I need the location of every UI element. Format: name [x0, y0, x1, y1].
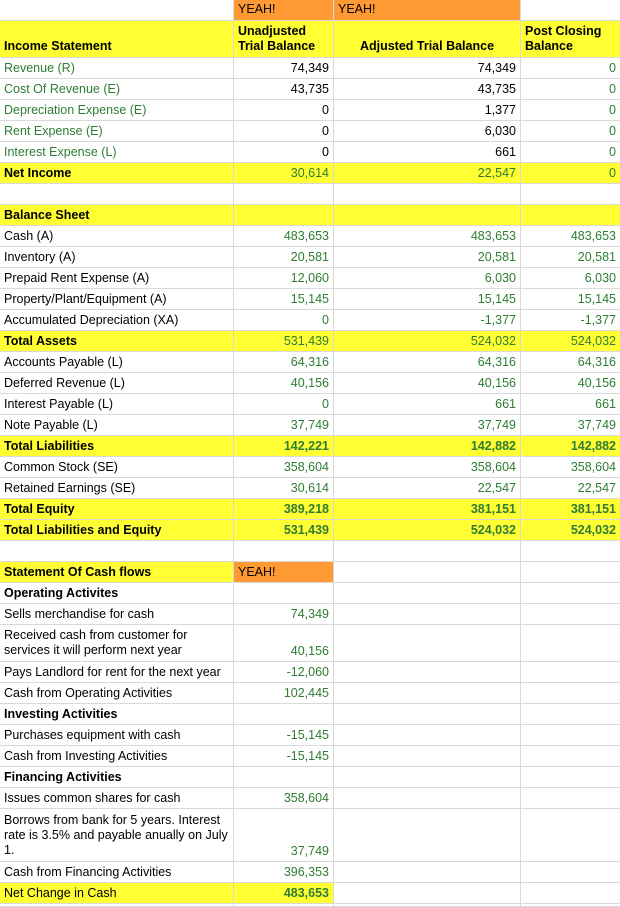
label-common-stock[interactable]: Common Stock (SE): [0, 457, 234, 478]
value-adjusted[interactable]: 142,882: [334, 436, 521, 457]
value-post-closing[interactable]: 20,581: [521, 247, 620, 268]
value-cashflow[interactable]: 37,749: [234, 809, 334, 862]
value-cashflow[interactable]: -12,060: [234, 662, 334, 683]
value-cashflow[interactable]: 483,653: [234, 883, 334, 904]
row-borrow: [0, 809, 620, 862]
cell-blank[interactable]: [521, 767, 620, 788]
value-adjusted[interactable]: 22,547: [334, 163, 521, 184]
value-cashflow[interactable]: 102,445: [234, 683, 334, 704]
investing-activities-heading[interactable]: Investing Activities: [0, 704, 234, 725]
col-unadjusted[interactable]: Unadjusted Trial Balance: [234, 21, 334, 58]
value-adjusted[interactable]: 6,030: [334, 121, 521, 142]
value-adjusted[interactable]: 40,156: [334, 373, 521, 394]
label-prepaid[interactable]: Prepaid Rent Expense (A): [0, 268, 234, 289]
label-interest[interactable]: Interest Expense (L): [0, 142, 234, 163]
label-accounts-payable[interactable]: Accounts Payable (L): [0, 352, 234, 373]
value-post-closing[interactable]: 358,604: [521, 457, 620, 478]
label-issues-shares[interactable]: Issues common shares for cash: [0, 788, 234, 809]
cell-blank[interactable]: [334, 788, 521, 809]
row-interest-payable: [0, 394, 620, 415]
label-sells-merchandise[interactable]: Sells merchandise for cash: [0, 604, 234, 625]
cell-blank[interactable]: [334, 862, 521, 883]
value-unadjusted[interactable]: 0: [234, 142, 334, 163]
row-inventory: [0, 247, 620, 268]
cell-blank[interactable]: [334, 883, 521, 904]
header-columns-row: [0, 21, 620, 58]
value-adjusted[interactable]: 524,032: [334, 331, 521, 352]
value-unadjusted[interactable]: 43,735: [234, 79, 334, 100]
cell-blank[interactable]: [334, 809, 521, 862]
value-unadjusted[interactable]: 0: [234, 310, 334, 331]
value-post-closing[interactable]: 0: [521, 79, 620, 100]
value-post-closing[interactable]: 483,653: [521, 226, 620, 247]
value-post-closing[interactable]: 37,749: [521, 415, 620, 436]
cell-blank[interactable]: [521, 541, 620, 562]
cell-blank[interactable]: [234, 205, 334, 226]
label-borrows-from-bank[interactable]: Borrows from bank for 5 years. Interest rate is 3.5% and payable anually on July 1.: [0, 809, 234, 862]
cell-blank[interactable]: [521, 809, 620, 862]
row-total-liabilities-equity: [0, 520, 620, 541]
row-received: [0, 625, 620, 662]
cell-blank[interactable]: [521, 0, 620, 21]
row-financing: [0, 767, 620, 788]
label-cash[interactable]: Cash (A): [0, 226, 234, 247]
col-adjusted[interactable]: Adjusted Trial Balance: [334, 21, 521, 58]
label-received-cash[interactable]: Received cash from customer for services it will perform next year: [0, 625, 234, 662]
cell-blank[interactable]: [334, 725, 521, 746]
cell-blank[interactable]: [521, 604, 620, 625]
row-landlord: [0, 662, 620, 683]
row-operating: [0, 583, 620, 604]
value-unadjusted[interactable]: 37,749: [234, 415, 334, 436]
value-unadjusted[interactable]: 358,604: [234, 457, 334, 478]
label-depreciation[interactable]: Depreciation Expense (E): [0, 100, 234, 121]
value-post-closing[interactable]: 524,032: [521, 331, 620, 352]
label-total-liabilities-equity[interactable]: Total Liabilities and Equity: [0, 520, 234, 541]
value-adjusted[interactable]: 381,151: [334, 499, 521, 520]
row-cogs: [0, 79, 620, 100]
cell-blank[interactable]: [334, 583, 521, 604]
value-unadjusted[interactable]: 12,060: [234, 268, 334, 289]
cell-blank[interactable]: [521, 184, 620, 205]
row-revenue: [0, 58, 620, 79]
cell-blank[interactable]: [521, 746, 620, 767]
value-unadjusted[interactable]: 531,439: [234, 331, 334, 352]
label-revenue[interactable]: Revenue (R): [0, 58, 234, 79]
value-post-closing[interactable]: 15,145: [521, 289, 620, 310]
row-balance-title: [0, 205, 620, 226]
col-post-closing[interactable]: Post Closing Balance: [521, 21, 620, 58]
row-ppe: [0, 289, 620, 310]
label-net-change-cash[interactable]: Net Change in Cash: [0, 883, 234, 904]
cell-blank[interactable]: [334, 704, 521, 725]
cell-blank[interactable]: [521, 205, 620, 226]
value-unadjusted[interactable]: 531,439: [234, 520, 334, 541]
label-ppe[interactable]: Property/Plant/Equipment (A): [0, 289, 234, 310]
value-adjusted[interactable]: 20,581: [334, 247, 521, 268]
row-cff: [0, 862, 620, 883]
financing-activities-heading[interactable]: Financing Activities: [0, 767, 234, 788]
value-post-closing[interactable]: 381,151: [521, 499, 620, 520]
value-unadjusted[interactable]: 142,221: [234, 436, 334, 457]
label-rent[interactable]: Rent Expense (E): [0, 121, 234, 142]
value-adjusted[interactable]: 74,349: [334, 58, 521, 79]
row-shares: [0, 788, 620, 809]
row-depreciation: [0, 100, 620, 121]
yeah-tag-1[interactable]: YEAH!: [234, 0, 334, 21]
value-adjusted[interactable]: -1,377: [334, 310, 521, 331]
value-adjusted[interactable]: 661: [334, 394, 521, 415]
value-unadjusted[interactable]: 0: [234, 394, 334, 415]
cell-blank[interactable]: [0, 0, 234, 21]
value-cashflow[interactable]: -15,145: [234, 725, 334, 746]
row-total-equity: [0, 499, 620, 520]
row-interest: [0, 142, 620, 163]
value-unadjusted[interactable]: 0: [234, 121, 334, 142]
value-unadjusted[interactable]: 389,218: [234, 499, 334, 520]
label-inventory[interactable]: Inventory (A): [0, 247, 234, 268]
value-unadjusted[interactable]: 483,653: [234, 226, 334, 247]
value-post-closing[interactable]: 661: [521, 394, 620, 415]
cell-blank[interactable]: [521, 683, 620, 704]
cell-blank[interactable]: [334, 625, 521, 662]
row-prepaid: [0, 268, 620, 289]
value-cashflow[interactable]: 396,353: [234, 862, 334, 883]
cell-blank[interactable]: [234, 583, 334, 604]
value-post-closing[interactable]: 0: [521, 58, 620, 79]
row-note-payable: [0, 415, 620, 436]
cell-blank[interactable]: [334, 184, 521, 205]
cell-blank[interactable]: [334, 662, 521, 683]
row-empty: [0, 541, 620, 562]
cell-blank[interactable]: [521, 625, 620, 662]
row-accounts-payable: [0, 352, 620, 373]
value-post-closing[interactable]: 0: [521, 100, 620, 121]
label-cogs[interactable]: Cost Of Revenue (E): [0, 79, 234, 100]
value-post-closing[interactable]: 0: [521, 163, 620, 184]
operating-activities-heading[interactable]: Operating Activites: [0, 583, 234, 604]
row-net-change: [0, 883, 620, 904]
value-adjusted[interactable]: 43,735: [334, 79, 521, 100]
value-unadjusted[interactable]: 15,145: [234, 289, 334, 310]
value-adjusted[interactable]: 15,145: [334, 289, 521, 310]
value-cashflow[interactable]: 74,349: [234, 604, 334, 625]
row-retained-earnings: [0, 478, 620, 499]
row-rent: [0, 121, 620, 142]
row-investing: [0, 704, 620, 725]
cell-blank[interactable]: [521, 583, 620, 604]
value-post-closing[interactable]: 142,882: [521, 436, 620, 457]
cell-blank[interactable]: [334, 746, 521, 767]
value-adjusted[interactable]: 524,032: [334, 520, 521, 541]
yeah-tag-3[interactable]: YEAH!: [234, 562, 334, 583]
row-total-assets: [0, 331, 620, 352]
cell-blank[interactable]: [334, 767, 521, 788]
value-unadjusted[interactable]: 0: [234, 100, 334, 121]
value-adjusted[interactable]: 64,316: [334, 352, 521, 373]
balance-sheet-title[interactable]: Balance Sheet: [0, 205, 234, 226]
cell-blank[interactable]: [334, 683, 521, 704]
row-equipment: [0, 725, 620, 746]
value-post-closing[interactable]: 6,030: [521, 268, 620, 289]
cell-blank[interactable]: [234, 184, 334, 205]
cell-blank[interactable]: [521, 662, 620, 683]
value-unadjusted[interactable]: 74,349: [234, 58, 334, 79]
value-adjusted[interactable]: 6,030: [334, 268, 521, 289]
row-total-liabilities: [0, 436, 620, 457]
cell-blank[interactable]: [521, 862, 620, 883]
cell-blank[interactable]: [334, 562, 521, 583]
row-accumulated-depreciation: [0, 310, 620, 331]
value-adjusted[interactable]: 483,653: [334, 226, 521, 247]
value-unadjusted[interactable]: 64,316: [234, 352, 334, 373]
value-adjusted[interactable]: 1,377: [334, 100, 521, 121]
label-accumulated-depreciation[interactable]: Accumulated Depreciation (XA): [0, 310, 234, 331]
cell-blank[interactable]: [234, 541, 334, 562]
value-adjusted[interactable]: 661: [334, 142, 521, 163]
label-cash-investing[interactable]: Cash from Investing Activities: [0, 746, 234, 767]
value-unadjusted[interactable]: 40,156: [234, 373, 334, 394]
value-cashflow[interactable]: 40,156: [234, 625, 334, 662]
row-deferred-revenue: [0, 373, 620, 394]
cell-blank[interactable]: [234, 767, 334, 788]
value-post-closing[interactable]: 22,547: [521, 478, 620, 499]
row-cfi: [0, 746, 620, 767]
value-adjusted[interactable]: 22,547: [334, 478, 521, 499]
label-total-equity[interactable]: Total Equity: [0, 499, 234, 520]
label-deferred-revenue[interactable]: Deferred Revenue (L): [0, 373, 234, 394]
label-purchases-equipment[interactable]: Purchases equipment with cash: [0, 725, 234, 746]
yeah-tag-2[interactable]: YEAH!: [334, 0, 521, 21]
value-post-closing[interactable]: 524,032: [521, 520, 620, 541]
cell-blank[interactable]: [521, 704, 620, 725]
cell-blank[interactable]: [521, 725, 620, 746]
value-adjusted[interactable]: 37,749: [334, 415, 521, 436]
row-common-stock: [0, 457, 620, 478]
label-retained-earnings[interactable]: Retained Earnings (SE): [0, 478, 234, 499]
cell-blank[interactable]: [521, 562, 620, 583]
row-cfo: [0, 683, 620, 704]
label-note-payable[interactable]: Note Payable (L): [0, 415, 234, 436]
cell-blank[interactable]: [0, 184, 234, 205]
row-cash: [0, 226, 620, 247]
cell-blank[interactable]: [521, 883, 620, 904]
label-cash-operating[interactable]: Cash from Operating Activities: [0, 683, 234, 704]
cell-blank[interactable]: [521, 788, 620, 809]
value-post-closing[interactable]: -1,377: [521, 310, 620, 331]
label-net-income[interactable]: Net Income: [0, 163, 234, 184]
value-post-closing[interactable]: 0: [521, 142, 620, 163]
value-cashflow[interactable]: 358,604: [234, 788, 334, 809]
value-unadjusted[interactable]: 20,581: [234, 247, 334, 268]
label-cash-financing[interactable]: Cash from Financing Activities: [0, 862, 234, 883]
label-pays-landlord[interactable]: Pays Landlord for rent for the next year: [0, 662, 234, 683]
row-cashflow-title: [0, 562, 620, 583]
cell-blank[interactable]: [334, 205, 521, 226]
value-cashflow[interactable]: -15,145: [234, 746, 334, 767]
cell-blank[interactable]: [234, 704, 334, 725]
label-interest-payable[interactable]: Interest Payable (L): [0, 394, 234, 415]
value-post-closing[interactable]: 40,156: [521, 373, 620, 394]
value-adjusted[interactable]: 358,604: [334, 457, 521, 478]
value-unadjusted[interactable]: 30,614: [234, 478, 334, 499]
value-post-closing[interactable]: 64,316: [521, 352, 620, 373]
value-unadjusted[interactable]: 30,614: [234, 163, 334, 184]
cell-blank[interactable]: [0, 541, 234, 562]
label-total-liabilities[interactable]: Total Liabilities: [0, 436, 234, 457]
label-total-assets[interactable]: Total Assets: [0, 331, 234, 352]
cashflow-title[interactable]: Statement Of Cash flows: [0, 562, 234, 583]
header-tag-row: [0, 0, 620, 21]
col-income-statement[interactable]: Income Statement: [0, 21, 234, 58]
row-empty: [0, 184, 620, 205]
row-sells: [0, 604, 620, 625]
value-post-closing[interactable]: 0: [521, 121, 620, 142]
cell-blank[interactable]: [334, 604, 521, 625]
row-net-income: [0, 163, 620, 184]
cell-blank[interactable]: [334, 541, 521, 562]
